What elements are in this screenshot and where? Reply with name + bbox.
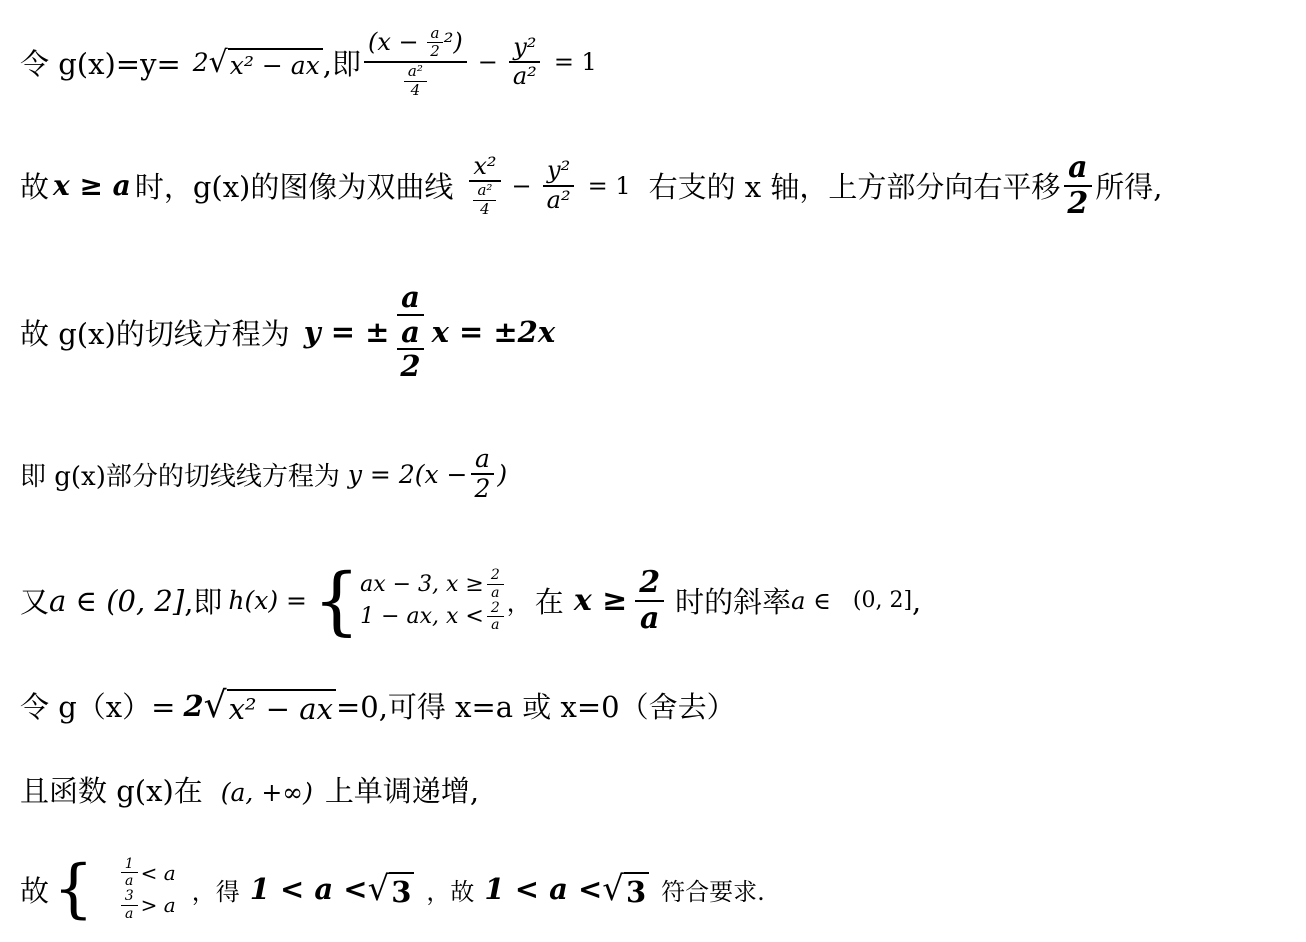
sqrt-expression-2: √ x² − ax bbox=[204, 685, 336, 726]
condition-fraction: $\frac{2}{a}$ bbox=[635, 567, 664, 634]
line1-prefix: 令 g(x)=y= bbox=[20, 46, 181, 81]
line-6 bbox=[20, 678, 736, 733]
comma: ， bbox=[506, 589, 531, 617]
line3-prefix: 故 g(x)的切线方程为 bbox=[20, 316, 290, 351]
fraction-y-squared: $\frac{\text{y²}}{\text{a²}}$ bbox=[509, 35, 541, 89]
line7-suffix: 上单调递增, bbox=[324, 773, 480, 808]
h-function: h(x) = bbox=[228, 586, 308, 615]
line-3 bbox=[20, 272, 555, 392]
tangent-line-fraction: $\frac{a}{2}$ bbox=[470, 446, 494, 503]
system-brace: { bbox=[53, 852, 94, 926]
line5-end: , bbox=[912, 583, 922, 618]
tangent-rhs: x = ±2x bbox=[431, 315, 556, 349]
result-range-2: 1 < a < bbox=[484, 872, 603, 906]
tangent-line-close: ) bbox=[497, 459, 508, 489]
line6-suffix: =0,可得 x=a 或 x=0（舍去） bbox=[335, 690, 736, 724]
monotonic-interval: (a, +∞) bbox=[220, 777, 313, 807]
minus-sign-2: − bbox=[511, 171, 532, 200]
condition-x-ge: x ≥ bbox=[573, 583, 628, 618]
tangent-lhs: y = ± bbox=[303, 315, 390, 349]
slope-interval: (0, 2] bbox=[852, 588, 913, 613]
line5-connector: ,即 bbox=[184, 585, 223, 619]
inequality-system: $\frac{1}{a}$ < a $\frac{3}{a}$ > a bbox=[118, 857, 176, 922]
conclusion-text: 符合要求. bbox=[661, 877, 765, 906]
line1-connector: ,即 bbox=[322, 46, 361, 81]
equals-one: = 1 bbox=[553, 48, 597, 76]
line2-prefix: 故 bbox=[20, 170, 50, 204]
therefore-text: ，故 bbox=[426, 877, 475, 906]
line2-suffix: 所得, bbox=[1095, 170, 1163, 204]
line-2 bbox=[20, 138, 1162, 233]
sqrt-coefficient-2: 2 bbox=[183, 688, 204, 723]
line4-prefix: 即 g(x)部分的切线线方程为 bbox=[20, 461, 340, 492]
line5-prefix: 又 bbox=[20, 585, 50, 619]
sqrt-three-2: √ 3 bbox=[602, 869, 649, 909]
fraction-x-shift: (x − $\frac{a}{2}$ ²) $\frac{\text{a²}}{4}$ bbox=[364, 26, 467, 99]
shift-text: 右支的 x 轴，上方部分向右平移 bbox=[648, 170, 1061, 204]
line8-prefix: 故 bbox=[20, 873, 50, 908]
hyperbola-fraction-y: $\frac{\text{y²}}{\text{a²}}$ bbox=[543, 158, 575, 212]
slope-var: a ∈ bbox=[791, 586, 831, 615]
sqrt-coefficient: 2 bbox=[192, 47, 209, 77]
equals-one-2: = 1 bbox=[587, 171, 631, 200]
a-range: a ∈ (0, 2] bbox=[49, 583, 185, 618]
result-range-1: 1 < a < bbox=[249, 872, 368, 906]
condition-x-ge-a: x ≥ a bbox=[53, 169, 131, 202]
line-4 bbox=[20, 438, 507, 510]
minus-sign: − bbox=[477, 48, 498, 76]
line-5 bbox=[20, 553, 921, 648]
line7-prefix: 且函数 g(x)在 bbox=[20, 773, 203, 808]
sqrt-expression: √ x² − ax bbox=[209, 45, 323, 80]
cases-brace: { bbox=[313, 557, 361, 644]
get-text: ，得 bbox=[191, 877, 240, 906]
sqrt-three-1: √ 3 bbox=[368, 869, 415, 909]
line6-prefix: 令 g（x）= bbox=[20, 690, 176, 724]
in-text: 在 bbox=[534, 585, 564, 619]
line-8 bbox=[20, 843, 765, 935]
line-7 bbox=[20, 764, 479, 814]
tangent-line-expr: y = 2(x − bbox=[347, 459, 468, 489]
line-1 bbox=[20, 22, 597, 102]
piecewise-cases: ax − 3, x ≥ $\frac{2}{a}$ 1 − ax, x < $\frac{2}{a}$ bbox=[360, 568, 507, 633]
hyperbola-fraction-x: $\frac{\text{x²}}{\frac{\text{a²}}{4}}$ bbox=[469, 154, 500, 218]
slope-text: 时的斜率 bbox=[675, 585, 792, 619]
tangent-slope-fraction: $\frac{a}{\frac{a}{2}}$ bbox=[392, 282, 428, 381]
shift-fraction: $\frac{a}{2}$ bbox=[1063, 152, 1092, 219]
hyperbola-text: 时，g(x)的图像为双曲线 bbox=[134, 170, 454, 204]
